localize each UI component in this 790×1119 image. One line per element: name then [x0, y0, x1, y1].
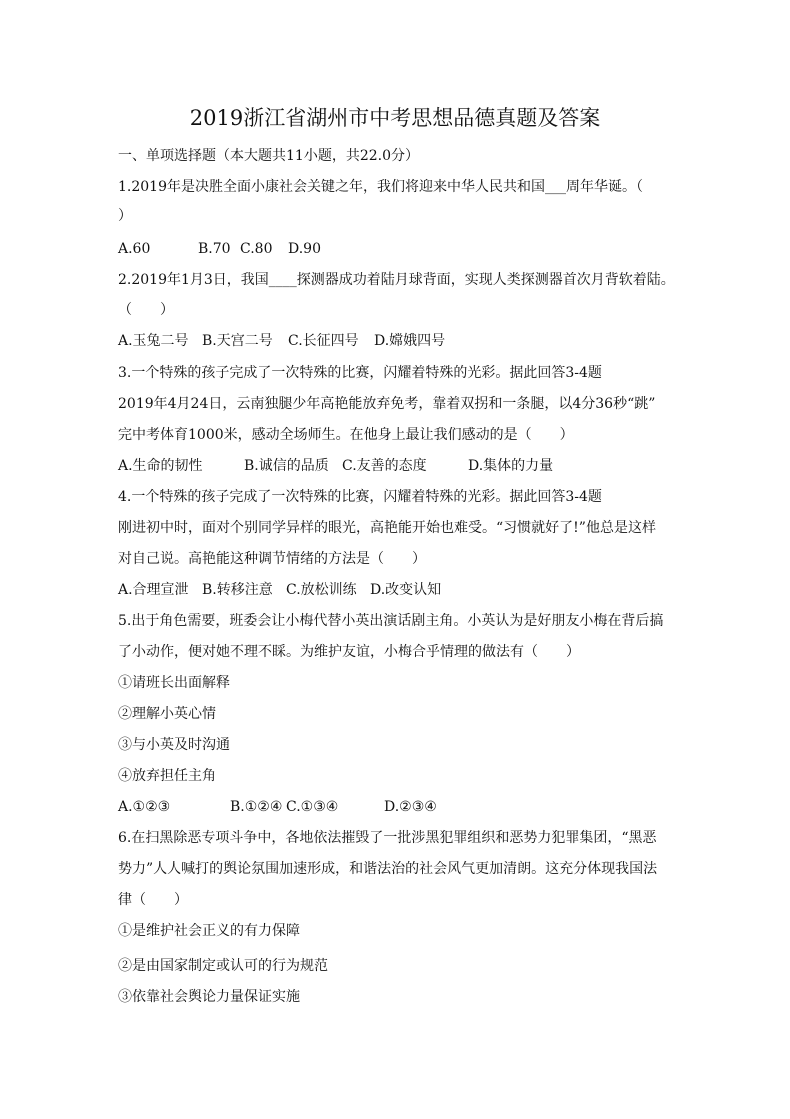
question-5-line-2: 了小动作，便对她不理不睬。为维护友谊，小梅合乎情理的做法有（ ）	[118, 644, 580, 660]
option-a: A.合理宣泄	[118, 582, 189, 598]
question-5-line-1: 5.出于角色需要，班委会让小梅代替小英出演话剧主角。小英认为是好朋友小梅在背后搞	[118, 613, 664, 629]
option-a: A.玉兔二号	[118, 333, 189, 349]
question-2-options	[118, 331, 445, 351]
question-4-line-2: 刚进初中时，面对个别同学异样的眼光，高艳能开始也难受。“习惯就好了!”他总是这样	[118, 520, 656, 536]
option-b: B.诚信的品质	[244, 458, 329, 474]
option-d: D.②③④	[384, 799, 437, 815]
question-3-line-3: 完中考体育1000米，感动全场师生。在他身上最让我们感动的是（ ）	[118, 427, 574, 443]
option-c: C.友善的态度	[342, 458, 427, 474]
question-4-line-1: 4.一个特殊的孩子完成了一次特殊的比赛，闪耀着特殊的光彩。据此回答3-4题	[118, 489, 602, 505]
option-b: B.天宫二号	[202, 333, 273, 349]
question-6-line-2: 势力”人人喊打的舆论氛围加速形成，和谐法治的社会风气更加清朗。这充分体现我国法	[118, 861, 658, 877]
question-6-line-3: 律（ ）	[118, 892, 188, 908]
question-2-line-1: 2.2019年1月3日，我国____探测器成功着陆月球背面，实现人类探测器首次月背软着陆。	[118, 272, 675, 288]
question-3-line-2: 2019年4月24日，云南独腿少年高艳能放弃免考，靠着双拐和一条腿，以4分36秒“跳”	[118, 396, 656, 412]
question-5-choice-1: ①请班长出面解释	[118, 675, 230, 691]
option-d: D.90	[288, 241, 321, 257]
question-5-choice-2: ②理解小英心情	[118, 706, 216, 722]
question-3-options	[118, 456, 553, 476]
question-5-choice-3: ③与小英及时沟通	[118, 737, 230, 753]
option-b: B.①②④	[230, 799, 283, 815]
question-3-line-1: 3.一个特殊的孩子完成了一次特殊的比赛，闪耀着特殊的光彩。据此回答3-4题	[118, 365, 602, 381]
option-d: D.集体的力量	[468, 458, 554, 474]
question-6-choice-1: ①是维护社会正义的有力保障	[118, 923, 300, 939]
option-b: B.70	[198, 241, 231, 257]
question-1-line-2: ）	[118, 208, 132, 224]
question-6-choice-3: ③依靠社会舆论力量保证实施	[118, 989, 300, 1005]
question-5-choice-4: ④放弃担任主角	[118, 768, 216, 784]
page-title: 2019浙江省湖州市中考思想品德真题及答案	[189, 106, 601, 130]
question-1-line-1: 1.2019年是决胜全面小康社会关键之年，我们将迎来中华人民共和国___周年华诞。（	[118, 179, 643, 195]
section-heading: 一、单项选择题（本大题共11小题，共22.0分）	[118, 148, 419, 164]
question-4-line-3: 对自己说。高艳能这种调节情绪的方法是（ ）	[118, 551, 426, 567]
question-6-choice-2: ②是由国家制定或认可的行为规范	[118, 958, 328, 974]
question-6-line-1: 6.在扫黑除恶专项斗争中，各地依法摧毁了一批涉黑犯罪组织和恶势力犯罪集团，“黑恶	[118, 830, 657, 846]
question-1-options	[118, 239, 321, 259]
option-c: C.①③④	[286, 799, 339, 815]
question-4-options	[118, 580, 441, 600]
option-a: A.60	[118, 241, 151, 257]
option-d: D.改变认知	[370, 582, 442, 598]
option-c: C.80	[240, 241, 273, 257]
option-b: B.转移注意	[202, 582, 273, 598]
option-a: A.①②③	[118, 799, 171, 815]
question-5-options	[118, 797, 437, 817]
option-d: D.嫦娥四号	[374, 333, 446, 349]
option-a: A.生命的韧性	[118, 458, 203, 474]
option-c: C.放松训练	[286, 582, 357, 598]
option-c: C.长征四号	[288, 333, 359, 349]
question-2-line-2: （ ）	[118, 302, 174, 318]
